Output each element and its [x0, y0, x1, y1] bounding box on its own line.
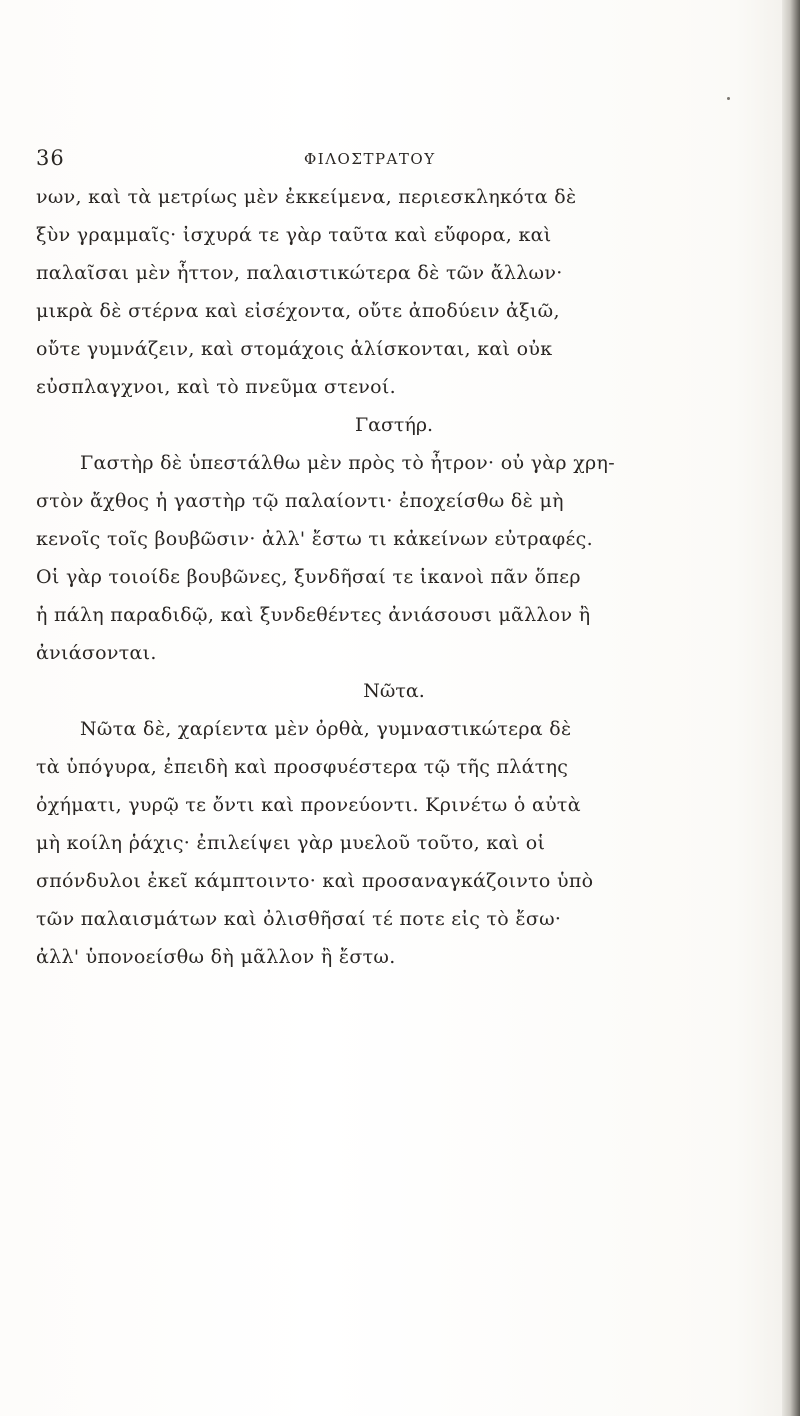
text-line: τῶν παλαισμάτων καὶ ὀλισθῆσαί τέ ποτε εἰς τὸ ἔσω· [36, 908, 562, 930]
text-line: Νῶτα δὲ, χαρίεντα μὲν ὀρθὰ, γυμναστικώτερα δὲ [80, 718, 572, 740]
section-heading-gaster: Γαστήρ. [354, 414, 434, 436]
text-line: κενοῖς τοῖς βουβῶσιν· ἀλλ' ἔστω τι κἀκείνων εὐτραφές. [36, 528, 593, 550]
text-line: παλαῖσαι μὲν ἧττον, παλαιστικώτερα δὲ τῶν ἄλλων· [36, 262, 563, 284]
text-line: ξὺν γραμμαῖς· ἰσχυρά τε γὰρ ταῦτα καὶ εὔφορα, καὶ [36, 224, 552, 246]
running-head: ΦΙΛΟΣΤΡΑΤΟΥ [304, 150, 436, 168]
text-line: Γαστὴρ δὲ ὑπεστάλθω μὲν πρὸς τὸ ἦτρον· οὐ γὰρ χρη- [80, 452, 615, 474]
text-line: νων, καὶ τὰ μετρίως μὲν ἐκκείμενα, περιεσκληκότα δὲ [36, 186, 577, 208]
page-binding-edge [782, 0, 800, 1416]
text-line: σπόνδυλοι ἐκεῖ κάμπτοιντο· καὶ προσαναγκάζοιντο ὑπὸ [36, 870, 594, 892]
text-line: ἀνιάσονται. [36, 642, 157, 664]
page-header [36, 146, 736, 174]
text-line: εὐσπλαγχνοι, καὶ τὸ πνεῦμα στενοί. [36, 376, 396, 398]
text-line: στὸν ἄχθος ἡ γαστὴρ τῷ παλαίοντι· ἐποχείσθω δὲ μὴ [36, 490, 564, 512]
text-line: Οἱ γὰρ τοιοίδε βουβῶνες, ξυνδῆσαί τε ἱκανοὶ πᾶν ὅπερ [36, 566, 581, 588]
page-number: 36 [36, 146, 65, 170]
text-line: μικρὰ δὲ στέρνα καὶ εἰσέχοντα, οὔτε ἀποδύειν ἀξιῶ, [36, 300, 560, 322]
text-line: οὔτε γυμνάζειν, καὶ στομάχοις ἁλίσκονται, καὶ οὐκ [36, 338, 553, 360]
text-line: ὀχήματι, γυρῷ τε ὄντι καὶ πρoνεύοντι. Κρινέτω ὁ αὐτὰ [36, 794, 581, 816]
text-line: ἡ πάλη παραδιδῷ, καὶ ξυνδεθέντες ἀνιάσουσι μᾶλλον ἢ [36, 604, 591, 626]
text-line: μὴ κοίλη ῥάχις· ἐπιλείψει γὰρ μυελοῦ τοῦτο, καὶ οἱ [36, 832, 546, 854]
text-line: τὰ ὑπόγυρα, ἐπειδὴ καὶ προσφυέστερα τῷ τῆς πλάτης [36, 756, 569, 778]
body-text [36, 178, 752, 976]
section-heading-nota: Νῶτα. [363, 680, 425, 702]
ink-speck [727, 97, 730, 100]
text-line: ἀλλ' ὑπονοείσθω δὴ μᾶλλον ἢ ἔστω. [36, 946, 396, 968]
